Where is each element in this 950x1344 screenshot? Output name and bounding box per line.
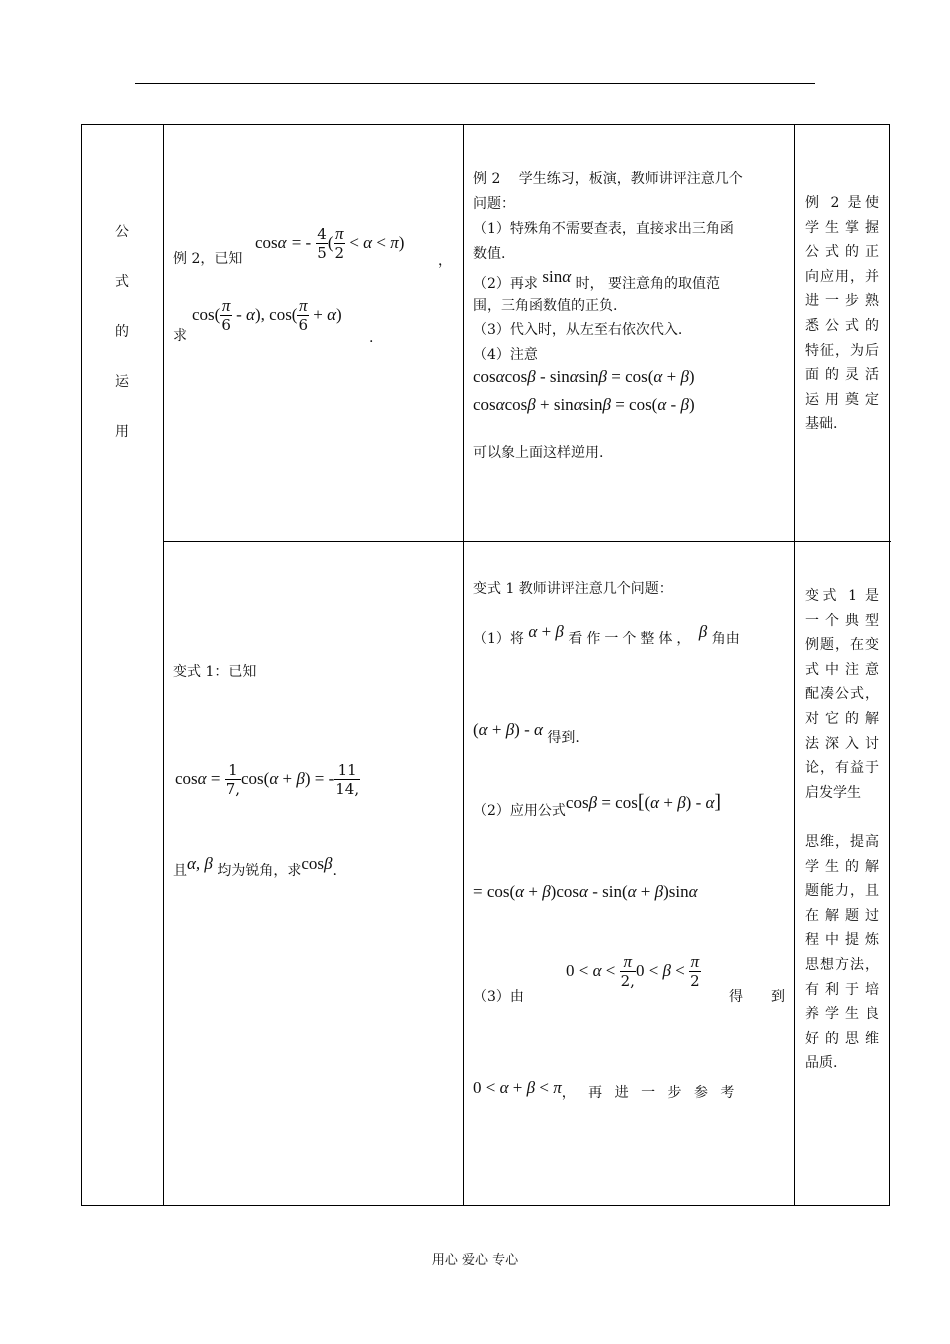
method2-line: 例 2 学生练习，板演，教师讲评注意几个 (473, 171, 743, 187)
method2-line: （2）再求 sinα 时， 要注意角的取值范 (473, 267, 721, 292)
variant1-cond-a: 且 (173, 863, 187, 879)
note2-line: 基础. (805, 416, 838, 433)
row-divider (164, 541, 891, 542)
note-v1-line: 启发学生 (805, 784, 861, 801)
section-label-char: 运 (115, 374, 129, 390)
note-v1-line: 对它的解 (805, 711, 879, 727)
example2-given-formula: cosα = - $\frac{4}{5}$ ( $\frac{\pi}{2}$ < α < π) (255, 224, 405, 262)
method-v1-p3b: 得 到 (729, 989, 785, 1005)
method2-line: 数值. (473, 246, 506, 262)
note-v1-line: 学生的解 (805, 858, 879, 875)
example2-comma: ， (438, 253, 452, 269)
note-v1-line: 题能力，且 (805, 883, 879, 900)
method-v1-p1: （1）将 α + β 看作一个整体， β 角由 (473, 622, 740, 647)
method-v1-p2a: （2）应用公式 (473, 803, 566, 819)
note-v1-line: 在解题过 (805, 907, 879, 924)
example2-lead: 例 2，已知 (173, 251, 243, 267)
section-label-char: 式 (115, 274, 129, 290)
note-v1-line: 有利于培 (805, 981, 879, 998)
method-v1-p2: （2）应用公式cosβ = cos[(α + β) - α] (473, 791, 722, 819)
method2-line: 围，三角函数值的正负. (473, 298, 618, 314)
method-v1-p1b: 看作一个整体， (568, 631, 695, 647)
column-divider (463, 125, 464, 1205)
method-v1-p1d: 得到. (547, 730, 580, 746)
section-label-char: 公 (115, 224, 129, 240)
example2-ask: 求 (173, 328, 187, 344)
method-v1-title: 变式 1 教师讲评注意几个问题： (473, 581, 673, 597)
note-v1-line: 配凑公式， (805, 686, 879, 703)
note-v1-line: 程中提炼 (805, 932, 879, 949)
method-v1-p1a: （1）将 (473, 631, 524, 647)
method2-line: 问题： (473, 196, 515, 212)
example2-target-formula: cos( $\frac{\pi}{6}$ - α), cos( $\frac{\pi}{6}$ + α) (192, 296, 342, 334)
method-v1-range: 0 < α < $\frac{\pi}{2,}$ 0 < β < $\frac{\pi}{2}$ (566, 952, 700, 990)
note-v1-line: 思维，提高 (805, 834, 879, 850)
identity-cos-sum: cosαcosβ - sinαsinβ = cos(α + β) (473, 367, 695, 386)
method-v1-expansion: = cos(α + β)cosα - sin(α + β)sinα (473, 882, 698, 901)
note-v1-line: 例题，在变 (805, 637, 879, 654)
note-v1-line: 思想方法， (805, 957, 879, 973)
note2-line: 公式的正 (805, 244, 879, 261)
column-divider (794, 125, 795, 1205)
header-rule (135, 83, 815, 84)
method2-line: 可以象上面这样逆用. (473, 445, 604, 461)
section-label-char: 的 (115, 324, 129, 340)
method2-line5a: （2）再求 (473, 276, 538, 292)
note2-line: 面的灵活 (805, 367, 879, 384)
note-v1-line: 法深入讨 (805, 735, 879, 752)
section-label-char: 用 (115, 424, 129, 440)
note-v1-line: 品质. (805, 1055, 838, 1072)
note-v1-line: 式中注意 (805, 661, 879, 678)
method-v1-p4: 0 < α + β < π， 再 进 一 步 参 考 (473, 1078, 735, 1101)
variant1-lead: 变式 1：已知 (173, 664, 257, 680)
method-v1-p1c: 角由 (711, 631, 740, 647)
variant1-period: . (332, 863, 337, 879)
note2-line: 向应用，并 (805, 268, 879, 285)
note-v1-line: 养学生良 (805, 1006, 879, 1023)
column-divider (163, 125, 164, 1205)
method2-line: （4）注意 (473, 347, 538, 363)
variant1-given-formula: cosα = $\frac{1}{7,}$ cos(α + β) = - $\frac{11}{14,}$ (175, 761, 360, 798)
note2-line: 特征，为后 (805, 342, 879, 359)
note2-line: 悉公式的 (805, 318, 879, 334)
note-v1-line: 变式 1 是 (805, 588, 879, 604)
variant1-condition: 且α, β 均为锐角，求cosβ. (173, 854, 337, 879)
method2-line5b: 时， 要注意角的取值范 (575, 276, 721, 292)
note2-line: 例 2 是使 (805, 195, 879, 211)
note2-line: 进一步熟 (805, 293, 879, 310)
variant1-cond-b: 均为锐角，求 (217, 863, 302, 879)
note-v1-line: 好的思维 (805, 1030, 879, 1047)
method-v1-p4b: ， 再 进 一 步 参 考 (561, 1085, 735, 1101)
page-footer: 用心 爱心 专心 (431, 1253, 519, 1268)
method-v1-p1-cont: (α + β) - α 得到. (473, 720, 580, 746)
method-v1-p3a: （3）由 (473, 989, 524, 1005)
example2-period: . (369, 330, 374, 346)
method2-line: （1）特殊角不需要查表，直接求出三角函 (473, 221, 734, 237)
note2-line: 学生掌握 (805, 219, 879, 236)
note-v1-line: 一个典型 (805, 612, 879, 629)
lesson-table (81, 124, 890, 1206)
note-v1-line: 论，有益于 (805, 760, 879, 777)
method2-line: （3）代入时，从左至右依次代入. (473, 322, 683, 338)
identity-cos-diff: cosαcosβ + sinαsinβ = cos(α - β) (473, 395, 695, 414)
note2-line: 运用奠定 (805, 391, 879, 408)
